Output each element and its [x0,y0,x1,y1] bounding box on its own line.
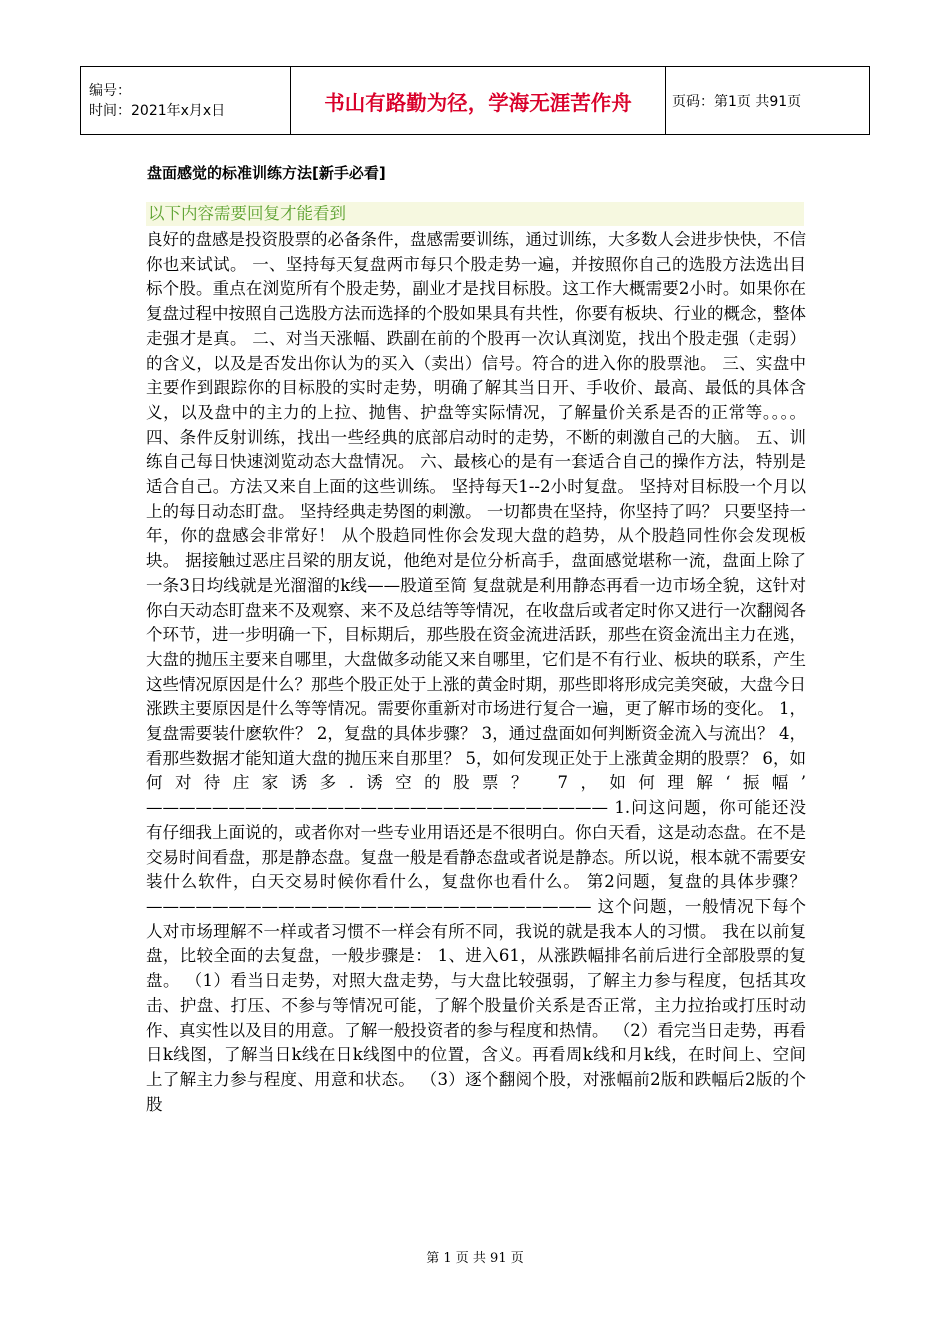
document-title: 盘面感觉的标准训练方法[新手必看] [147,164,386,182]
header-motto-cell [291,67,666,135]
header-page-info: 页码：第1页 共91页 [666,67,870,135]
page-footer: 第 1 页 共 91 页 [426,1251,524,1266]
body-text: 良好的盘感是投资股票的必备条件，盘感需要训练，通过训练，大多数人会进步快快，不信你也来试试。 一、坚持每天复盘两市每只个股走势一遍，并按照你自己的选股方法选出目标个股。重点在浏览所有个股走势，副业才是找目标股。这工作大概需要2小时。如果你在复盘过程中按照自己选股方法而选择的个股如果具有共性，你要有板块、行业的概念，整体走强才是真。 二、对当天涨幅、跌副在前的个股再一次认真浏览，找出个股走强（走弱）的含义，以及是否发出你认为的买入（卖出）信号。符合的进入你的股票池。 三、实盘中主要作到跟踪你的目标股的实时走势，明确了解其当日开、手收价、最高、最低的具体含义，以及盘中的主力的上拉、抛售、护盘等实际情况，了解量价关系是否的正常等。。。。 四、条件反射训练，找出一些经典的底部启动时的走势，不断的刺激自己的大脑。 五、训练自己每日快速浏览动态大盘情况。 六、最核心的是有一套适合自己的操作方法，特别是适合自己。方法又来自上面的这些训练。 坚持每天1--2小时复盘。 坚持对目标股一个月以上的每日动态盯盘。 坚持经典走势图的刺激。 一切都贵在坚持，你坚持了吗？ 只要坚持一年，你的盘感会非常好！ 从个股趋同性你会发现大盘的趋势，从个股趋同性你会发现板块。 据接触过恶庄吕梁的朋友说，他绝对是位分析高手，盘面感觉堪称一流，盘面上除了一条3日均线就是光溜溜的k线——股道至简 复盘就是利用静态再看一边市场全貌，这针对你白天动态盯盘来不及观察、来不及总结等等情况，在收盘后或者定时你又进行一次翻阅各个环节，进一步明确一下，目标期后，那些股在资金流进活跃，那些在资金流出主力在逃，大盘的抛压主要来自哪里，大盘做多动能又来自哪里，它们是不有行业、板块的联系，产生这些情况原因是什么？那些个股正处于上涨的黄金时期，那些即将形成完美突破，大盘今日涨跌主要原因是什么等等情况。需要你重新对市场进行复合一遍，更了解市场的变化。 1，复盘需要装什麽软件？ 2，复盘的具体步骤？ 3，通过盘面如何判断资金流入与流出？ 4，看那些数据才能知道大盘的抛压来自那里？ 5，如何发现正处于上涨黄金期的股票？ 6，如何对待庄家诱多.诱空的股票？ 7，如何理解‘振幅’ ———————————————————————————— 1.问这问题，你可能还没有仔细我上面说的，或者你对一些专业用语还是不很明白。你白天看，这是动态盘。在不是交易时间看盘，那是静态盘。复盘一般是看静态盘或者说是静态。所以说，根本就不需要安装什么软件，白天交易时候你看什么，复盘你也看什么。 第2问题，复盘的具体步骤？ ——————————————————————————— 这个问题，一般情况下每个人对市场理解不一样或者习惯不一样会有所不同，我说的就是我本人的习惯。 我在以前复盘，比较全面的去复盘，一般步骤是： 1、进入61，从涨跌幅排名前后进行全部股票的复盘。 （1）看当日走势，对照大盘走势，与大盘比较强弱，了解主力参与程度，包括其攻击、护盘、打压、不参与等情况可能，了解个股量价关系是否正常，主力拉抬或打压时动作、真实性以及目的用意。了解一般投资者的参与程度和热情。 （2）看完当日走势，再看日k线图，了解当日k线在日k线图中的位置，含义。再看周k线和月k线，在时间上、空间上了解主力参与程度、用意和状态。 （3）逐个翻阅个股，对涨幅前2版和跌幅后2版的个股 [146,230,806,1114]
motto-text: 书山有路勤为径，学海无涯苦作舟 [324,90,632,115]
number-label: 编号： [89,82,131,99]
date-line: 时间：2021年x月x日 [89,102,226,119]
reply-notice: 以下内容需要回复才能看到 [146,202,804,226]
header-meta-cell [81,67,291,135]
header-table [80,66,870,135]
